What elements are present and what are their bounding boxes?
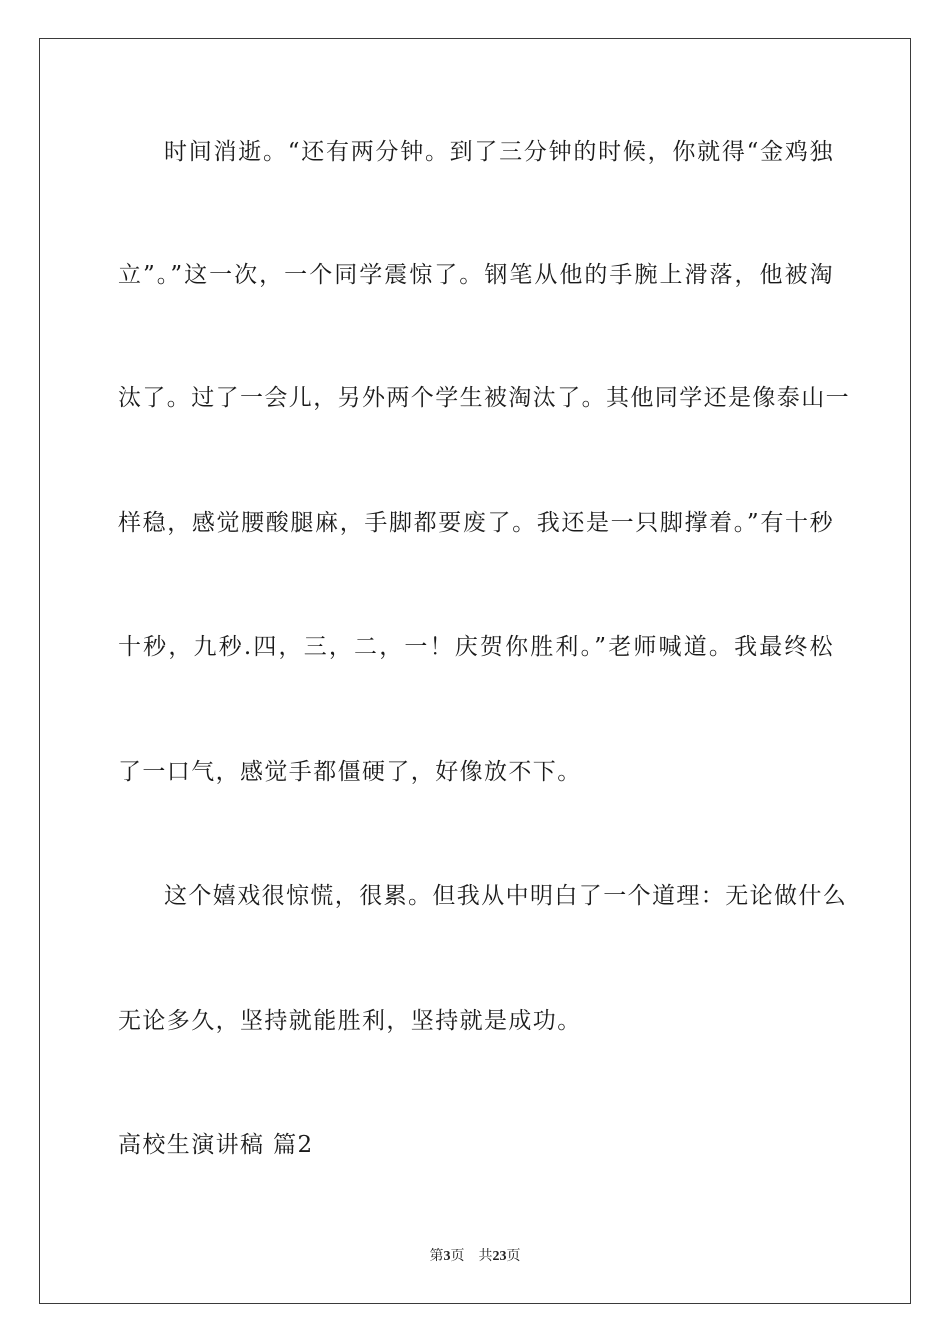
page-prefix: 第: [429, 1249, 444, 1264]
total-pages: 23: [492, 1249, 507, 1264]
total-prefix: 共: [478, 1249, 493, 1264]
paragraph-line: 汰了。过了一会儿，另外两个学生被淘汰了。其他同学还是像泰山一: [118, 385, 850, 411]
page-number: 3: [443, 1249, 451, 1264]
paragraph-line: 立”。”这一次，一个同学震惊了。钢笔从他的手腕上滑落，他被淘: [118, 262, 834, 288]
page-suffix: 页: [450, 1249, 465, 1264]
paragraph-line: 样稳，感觉腰酸腿麻，手脚都要废了。我还是一只脚撑着。”有十秒: [118, 510, 834, 536]
paragraph-line: 时间消逝。“还有两分钟。到了三分钟的时候，你就得“金鸡独: [164, 139, 834, 165]
paragraph-line: 了一口气，感觉手都僵硬了，好像放不下。: [118, 759, 582, 785]
paragraph-line: 十秒，九秒.四，三，二，一！庆贺你胜利。”老师喊道。我最终松: [118, 634, 834, 660]
page-footer: [0, 1248, 950, 1266]
total-suffix: 页: [506, 1249, 521, 1264]
paragraph-line: 这个嬉戏很惊慌，很累。但我从中明白了一个道理：无论做什么: [164, 883, 848, 909]
paragraph-line: 无论多久，坚持就能胜利，坚持就是成功。: [118, 1008, 582, 1034]
page-border: [39, 38, 911, 1304]
section-heading: 高校生演讲稿 篇2: [118, 1132, 314, 1158]
